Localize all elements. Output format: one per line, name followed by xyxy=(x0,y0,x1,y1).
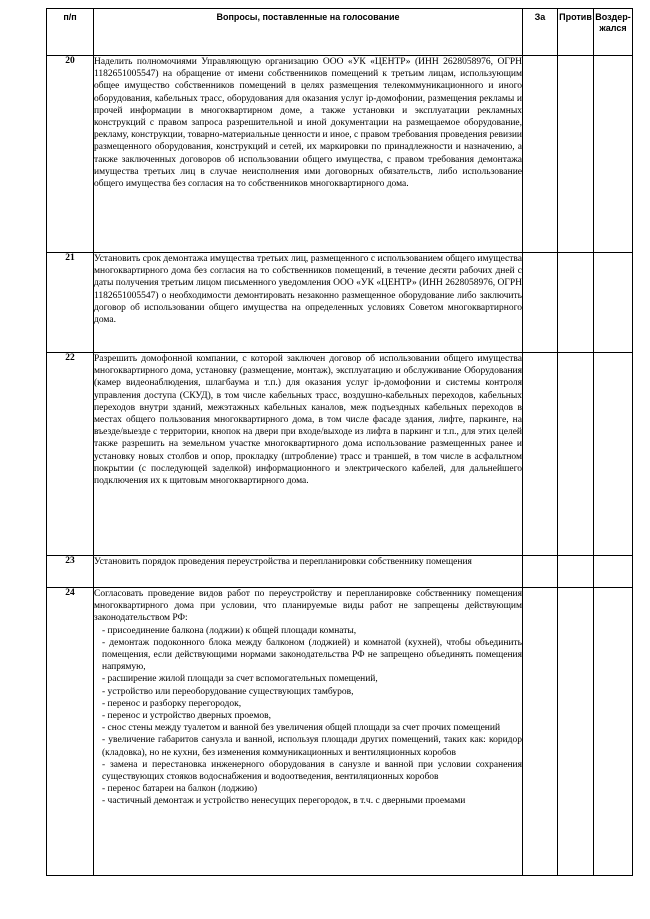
row-number: 20 xyxy=(47,56,94,253)
vote-abstain-cell[interactable] xyxy=(594,253,633,353)
header-num: п/п xyxy=(47,9,94,56)
question-text: Установить порядок проведения переустройства и перепланировки собственнику помещения xyxy=(94,556,523,588)
work-item: - перенос и устройство дверных проемов, xyxy=(102,711,272,722)
vote-against-cell[interactable] xyxy=(558,253,594,353)
vote-for-cell[interactable] xyxy=(523,56,558,253)
header-question: Вопросы, поставленные на голосование xyxy=(94,9,523,56)
question-text: Разрешить домофонной компании, с которой заключен договор об использовании общего имущества многоквартирного дома, установку (размещение, монтаж), эксплуатацию и обслуживание Оборудования (камер видеонаблюдения, шлагбаума и т.п.) для оказания услуг ip-домофонии и системы контроля управления доступа (СКУД), в том числе кабельных трасс, воздушно-кабельных переходов, кабельных переходов внутри зданий, межэтажных кабельных каналов, меж подъездных кабельных переходов в местах общего пользования многоквартирного дома, в том числе фасаде здания, лифте, паркинге, на въезде/выезде с территории, кнопок на двери при входе/выходе из лифта в паркинг и т.п., для этих целей также разрешить на земельном участке многоквартирного дома использование размещенных ранее и установку новых столбов и опор, прокладку (штробление) трасс и траншей, в том числе в асфальтном покрытии (с последующей заделкой) информационного и электрического кабелей, для дальнейшего подключения их к щитовым многоквартирного дома. xyxy=(94,353,523,556)
vote-for-cell[interactable] xyxy=(523,253,558,353)
header-row xyxy=(47,9,633,56)
work-item: - увеличение габаритов санузла и ванной, используя площади других помещений, таких как: коридор (кладовка), но не кухни, без изменения коммуникационных и вентиляционных коробов xyxy=(102,735,522,758)
header-for: За xyxy=(523,9,558,56)
vote-for-cell[interactable] xyxy=(523,556,558,588)
work-item: - перенос и разборку перегородок, xyxy=(102,698,242,709)
vote-abstain-cell[interactable] xyxy=(594,353,633,556)
table-row xyxy=(47,253,633,353)
row-number: 21 xyxy=(47,253,94,353)
vote-for-cell[interactable] xyxy=(523,353,558,556)
question-text: Установить срок демонтажа имущества третьих лиц, размещенного с использованием общего имущества многоквартирного дома без согласия на то собственников помещений, в течение десяти рабочих дней с даты получения третьим лицом письменного уведомления ООО «УК «ЦЕНТР» (ИНН 2628058976, ОГРН 1182651005547) о необходимости демонтировать незаконно размещенное оборудование либо заключить договор об использовании общего имущества на определенных условиях Советом многоквартирного дома. xyxy=(94,253,523,353)
row-number: 23 xyxy=(47,556,94,588)
vote-for-cell[interactable] xyxy=(523,588,558,876)
work-item: - частичный демонтаж и устройство ненесущих перегородок, в т.ч. с дверными проемами xyxy=(102,796,466,807)
work-item: - перенос батареи на балкон (лоджию) xyxy=(102,784,258,795)
question-intro: Согласовать проведение видов работ по переустройству и перепланировке собственнику помещения многоквартирного дома при условии, что планируемые виды работ не запрещены действующим законодательством РФ: xyxy=(94,589,522,624)
work-item: - замена и перестановка инженерного оборудования в санузле и ванной при условии сохранения существующих стояков водоснабжения и водоотведения, вентиляционных коробов xyxy=(102,759,522,783)
header-abstain: Воздер-жался xyxy=(594,9,633,56)
work-item: - демонтаж подоконного блока между балконом (лоджией) и комнатой (кухней), чтобы объединить помещения, если действующими нормами законодательства РФ не запрещено объединять помещения напрямую, xyxy=(102,637,522,673)
vote-abstain-cell[interactable] xyxy=(594,556,633,588)
vote-against-cell[interactable] xyxy=(558,353,594,556)
work-item: - присоединение балкона (лоджии) к общей площади комнаты, xyxy=(102,625,357,636)
header-against: Против xyxy=(558,9,594,56)
vote-against-cell[interactable] xyxy=(558,556,594,588)
row-number: 24 xyxy=(47,588,94,876)
table-row xyxy=(47,353,633,556)
work-item: - снос стены между туалетом и ванной без увеличения общей площади за счет прочих помещений xyxy=(102,723,501,734)
table-row xyxy=(47,556,633,588)
question-text: Наделить полномочиями Управляющую организацию ООО «УК «ЦЕНТР» (ИНН 2628058976, ОГРН 1182651005547) на обращение от имени собственников помещений к третьим лицам, использующим общее имущество собственников помещений в целях размещения телекоммуникационного и иного оборудования, кабельных трасс, оборудования для оказания услуг ip-домофонии, размещения рекламы и прочей информации в многоквартирном доме, а также установки и эксплуатации рекламных конструкций с правом запроса разрешительной и иной документации на размещаемое оборудование, рекламу, конструкции, товарно-материальные ценности и иное, с правом требования проведения ревизии размещенного оборудования, конструкций и сетей, их маркировки по принадлежности и назначению, а также заключенных договоров об использовании общего имущества, с правом требования демонтажа имущества третьих лиц в случае неисполнения ими договорных обязательств, либо использование общего имущества без согласия на то собственников многоквартирного дома. xyxy=(94,56,523,253)
table-row xyxy=(47,56,633,253)
table-row xyxy=(47,588,633,876)
work-item: - устройство или переоборудование существующих тамбуров, xyxy=(102,686,354,697)
vote-abstain-cell[interactable] xyxy=(594,588,633,876)
voting-table xyxy=(46,8,633,876)
question-text xyxy=(94,588,523,876)
vote-abstain-cell[interactable] xyxy=(594,56,633,253)
work-item: - расширение жилой площади за счет вспомогательных помещений, xyxy=(102,674,378,685)
vote-against-cell[interactable] xyxy=(558,56,594,253)
vote-against-cell[interactable] xyxy=(558,588,594,876)
row-number: 22 xyxy=(47,353,94,556)
